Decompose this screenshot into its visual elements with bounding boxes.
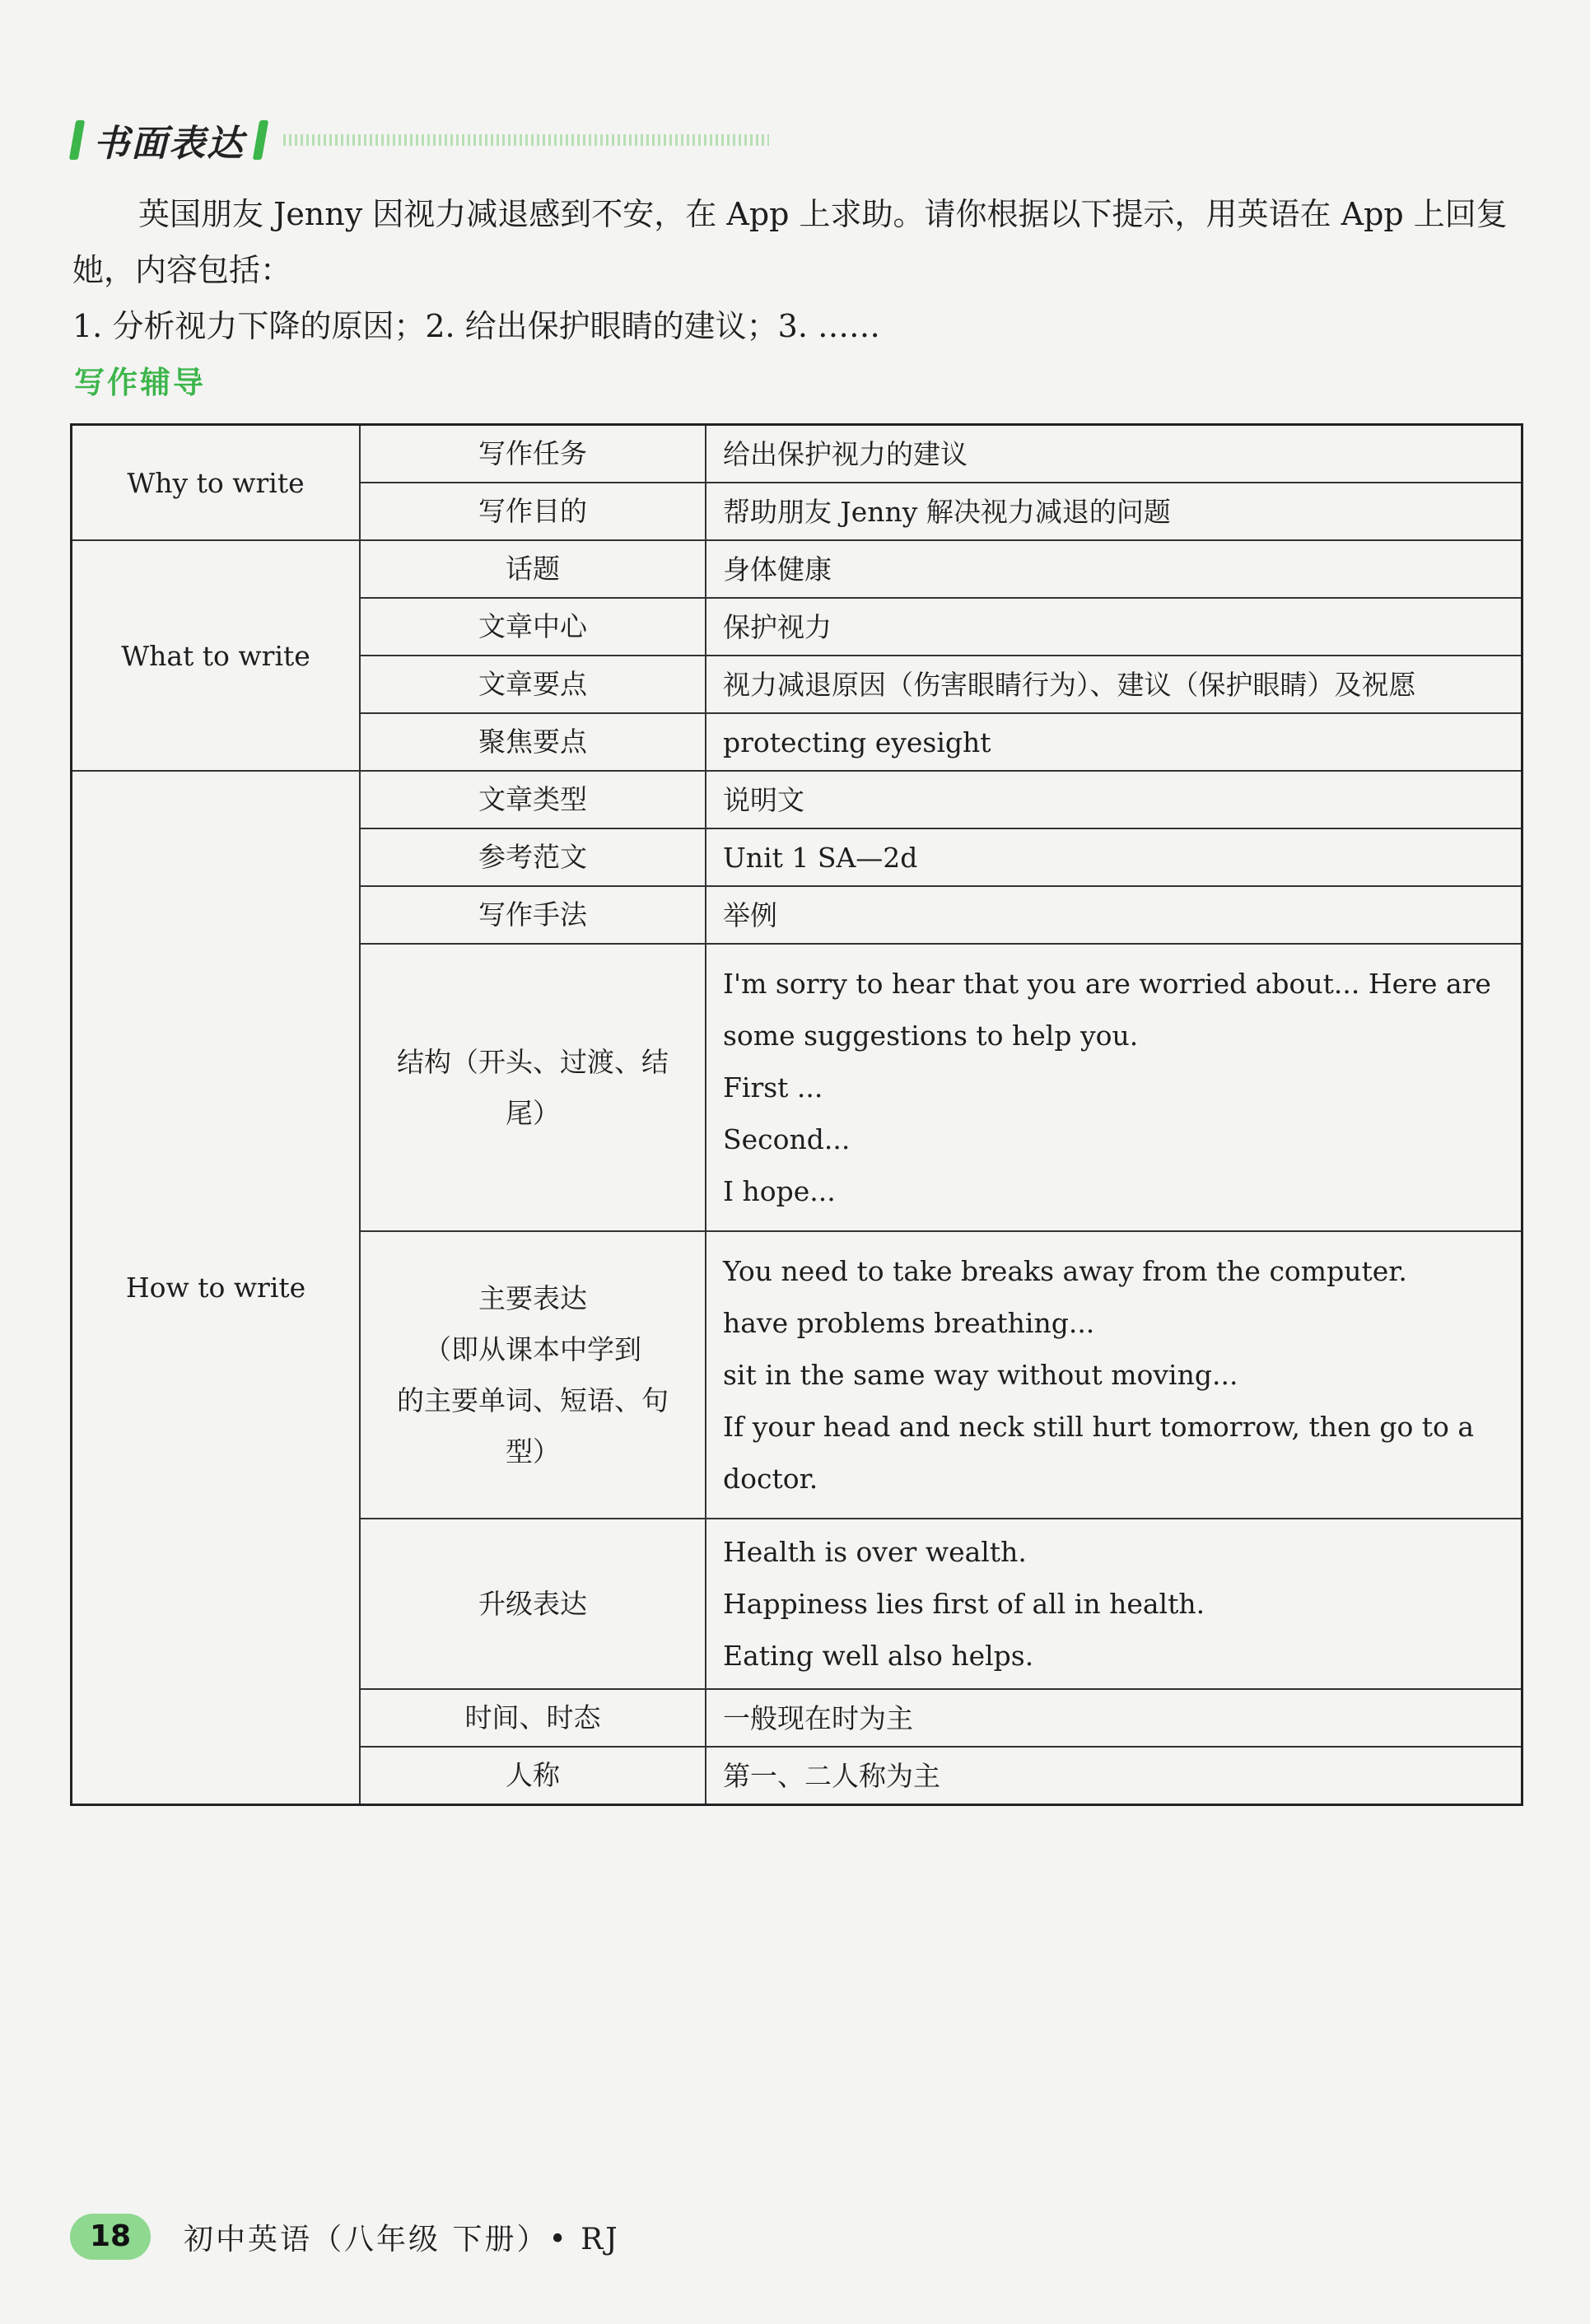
book-title: 初中英语（八年级 下册）• RJ <box>184 2222 620 2256</box>
structure-label: 结构（开头、过渡、结尾） <box>360 944 706 1231</box>
table-row <box>72 771 1522 828</box>
category-what: What to write <box>72 540 361 771</box>
main-expr-line: You need to take breaks away from the computer. <box>723 1255 1407 1287</box>
upgrade-label: 升级表达 <box>360 1519 706 1689</box>
row-label: 文章中心 <box>360 598 706 656</box>
main-expr-line: sit in the same way without moving... <box>723 1359 1238 1391</box>
row-label: 话题 <box>360 540 706 598</box>
row-label: 参考范文 <box>360 828 706 886</box>
main-expr-label <box>360 1231 706 1519</box>
row-label: 写作目的 <box>360 483 706 540</box>
table-row <box>72 425 1522 483</box>
category-how: How to write <box>72 771 361 1805</box>
person-label: 人称 <box>360 1747 706 1805</box>
category-why: Why to write <box>72 425 361 541</box>
main-expr-label-line: 主要表达 <box>478 1281 587 1314</box>
upgrade-line: Health is over wealth. <box>723 1536 1027 1568</box>
upgrade-line: Happiness lies first of all in health. <box>723 1588 1205 1620</box>
prompt-text: 英国朋友 Jenny 因视力减退感到不安，在 App 上求助。请你根据以下提示，用英语在 App 上回复她，内容包括： <box>72 196 1508 288</box>
structure-line: I'm sorry to hear that you are worried about... Here are some suggestions to help you. <box>723 968 1491 1052</box>
row-label: 聚焦要点 <box>360 713 706 771</box>
structure-line: Second... <box>723 1123 851 1155</box>
row-content: 给出保护视力的建议 <box>706 425 1522 483</box>
section-title: 书面表达 <box>93 123 245 165</box>
structure-content <box>706 944 1522 1231</box>
row-content: protecting eyesight <box>706 713 1522 771</box>
main-expr-label-line: 的主要单词、短语、句型） <box>397 1384 669 1468</box>
row-label: 写作任务 <box>360 425 706 483</box>
main-expr-line: have problems breathing... <box>723 1307 1095 1339</box>
tense-label: 时间、时态 <box>360 1689 706 1747</box>
row-content: 举例 <box>706 886 1522 944</box>
row-content: 保护视力 <box>706 598 1522 656</box>
page-number: 18 <box>70 2214 151 2260</box>
row-label: 文章类型 <box>360 771 706 828</box>
table-row <box>72 540 1522 598</box>
row-label: 写作手法 <box>360 886 706 944</box>
writing-prompt <box>72 186 1522 354</box>
upgrade-content <box>706 1519 1522 1689</box>
row-content: 视力减退原因（伤害眼睛行为）、建议（保护眼睛）及祝愿 <box>706 656 1522 713</box>
page-footer <box>70 2214 620 2260</box>
dotted-divider <box>283 134 769 146</box>
guide-title: 写作辅导 <box>74 365 206 400</box>
structure-line: I hope... <box>723 1175 836 1207</box>
writing-guide-table <box>70 423 1523 1806</box>
tense-content: 一般现在时为主 <box>706 1689 1522 1747</box>
row-content: 帮助朋友 Jenny 解决视力减退的问题 <box>706 483 1522 540</box>
main-expr-content <box>706 1231 1522 1519</box>
row-label: 文章要点 <box>360 656 706 713</box>
prompt-requirements: 1. 分析视力下降的原因；2. 给出保护眼睛的建议；3. …… <box>72 308 881 344</box>
upgrade-line: Eating well also helps. <box>723 1640 1034 1672</box>
main-expr-line: If your head and neck still hurt tomorrow, then go to a doctor. <box>723 1411 1475 1495</box>
main-expr-label-line: （即从课本中学到 <box>424 1332 641 1365</box>
accent-bar-left <box>69 120 85 160</box>
structure-line: First ... <box>723 1071 823 1104</box>
section-header <box>72 114 769 166</box>
person-content: 第一、二人称为主 <box>706 1747 1522 1805</box>
row-content: 说明文 <box>706 771 1522 828</box>
accent-bar-right <box>253 120 268 160</box>
row-content: 身体健康 <box>706 540 1522 598</box>
row-content: Unit 1 SA—2d <box>706 828 1522 886</box>
